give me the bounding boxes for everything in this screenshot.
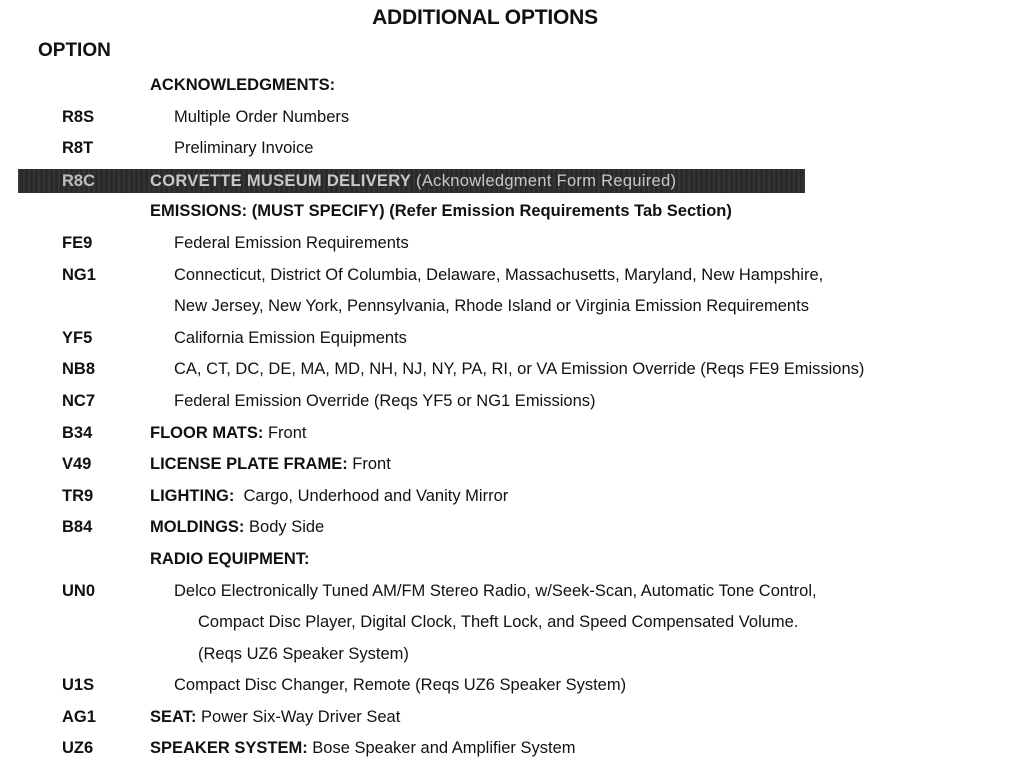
- option-description: Federal Emission Requirements: [174, 233, 409, 252]
- option-row-continuation: [0, 639, 1024, 671]
- option-category: [150, 481, 508, 513]
- option-row-highlighted: [0, 165, 1024, 197]
- option-row: [0, 260, 1024, 292]
- category-value: Front: [352, 455, 391, 474]
- option-row: [0, 733, 1024, 765]
- option-code: NC7: [62, 391, 96, 410]
- category-value: Front: [267, 423, 307, 442]
- option-description-bold: CORVETTE MUSEUM DELIVERY: [150, 171, 412, 190]
- category-label: FLOOR MATS:: [150, 423, 264, 442]
- option-description: California Emission Equipments: [174, 328, 407, 347]
- option-description-continuation: New Jersey, New York, Pennsylvania, Rhode Island or Virginia Emission Requirements: [174, 297, 809, 316]
- option-code: UN0: [62, 581, 96, 600]
- category-label: LIGHTING:: [150, 486, 235, 505]
- option-description: Preliminary Invoice: [174, 139, 314, 158]
- option-description: Compact Disc Changer, Remote (Reqs UZ6 Speaker System): [174, 676, 627, 695]
- category-label: SPEAKER SYSTEM:: [150, 739, 308, 758]
- option-description: Multiple Order Numbers: [174, 107, 350, 126]
- option-code: NG1: [62, 265, 96, 284]
- option-category: [150, 702, 400, 734]
- option-category: [150, 449, 391, 481]
- option-description: Federal Emission Override (Reqs YF5 or NG1 Emissions): [174, 391, 596, 410]
- category-value: Cargo, Underhood and Vanity Mirror: [234, 486, 509, 505]
- option-code: B34: [62, 423, 93, 442]
- option-row: [0, 386, 1024, 418]
- category-value: Body Side: [249, 518, 325, 537]
- option-row: [0, 102, 1024, 134]
- section-heading-row: [0, 70, 1024, 102]
- option-category: [150, 733, 576, 765]
- option-category: [150, 418, 306, 450]
- acknowledgments-heading: ACKNOWLEDGMENTS:: [150, 76, 336, 94]
- option-row: [0, 512, 1024, 544]
- page-title: ADDITIONAL OPTIONS: [372, 6, 598, 29]
- option-description-continuation: Compact Disc Player, Digital Clock, Theft Lock, and Speed Compensated Volume.: [198, 613, 799, 632]
- emissions-heading: EMISSIONS: (MUST SPECIFY) (Refer Emission Requirements Tab Section): [150, 202, 732, 221]
- category-value: Power Six-Way Driver Seat: [201, 707, 401, 726]
- option-row-continuation: [0, 291, 1024, 323]
- option-code: YF5: [62, 328, 93, 347]
- section-heading-row: [0, 544, 1024, 576]
- option-code: R8T: [62, 139, 94, 158]
- option-row: [0, 228, 1024, 260]
- option-code: AG1: [62, 707, 96, 726]
- option-description-continuation: (Reqs UZ6 Speaker System): [198, 644, 409, 663]
- option-code: R8C: [62, 171, 96, 190]
- option-description: Connecticut, District Of Columbia, Delaware, Massachusetts, Maryland, New Hampshire,: [174, 265, 824, 284]
- section-heading-row: [0, 196, 1024, 228]
- option-column-heading: OPTION: [38, 40, 111, 61]
- category-label: LICENSE PLATE FRAME:: [150, 455, 348, 474]
- option-row: [0, 133, 1024, 165]
- option-row: [0, 418, 1024, 450]
- option-code: NB8: [62, 360, 96, 379]
- option-row: [0, 449, 1024, 481]
- option-row: [0, 670, 1024, 702]
- option-row: [0, 354, 1024, 386]
- option-description: [150, 169, 676, 193]
- option-code: TR9: [62, 486, 94, 505]
- option-code: U1S: [62, 676, 95, 695]
- option-code: V49: [62, 455, 92, 474]
- option-category: [150, 512, 324, 544]
- option-description: CA, CT, DC, DE, MA, MD, NH, NJ, NY, PA, RI, or VA Emission Override (Reqs FE9 Emissions): [174, 360, 865, 379]
- radio-heading: RADIO EQUIPMENT:: [150, 549, 310, 568]
- category-value: Bose Speaker and Amplifier System: [312, 739, 576, 758]
- option-row-continuation: [0, 607, 1024, 639]
- option-code: FE9: [62, 233, 93, 252]
- option-row: [0, 576, 1024, 608]
- option-description: Delco Electronically Tuned AM/FM Stereo Radio, w/Seek-Scan, Automatic Tone Control,: [174, 581, 817, 600]
- option-code: UZ6: [62, 739, 94, 758]
- option-row: [0, 481, 1024, 513]
- category-label: MOLDINGS:: [150, 518, 245, 537]
- highlight-bar: [18, 169, 805, 193]
- option-row: [0, 323, 1024, 355]
- option-row: [0, 702, 1024, 734]
- option-code: R8S: [62, 107, 95, 126]
- option-code: B84: [62, 518, 93, 537]
- options-list: [0, 70, 1024, 765]
- option-description-rest: (Acknowledgment Form Required): [416, 171, 677, 190]
- category-label: SEAT:: [150, 707, 197, 726]
